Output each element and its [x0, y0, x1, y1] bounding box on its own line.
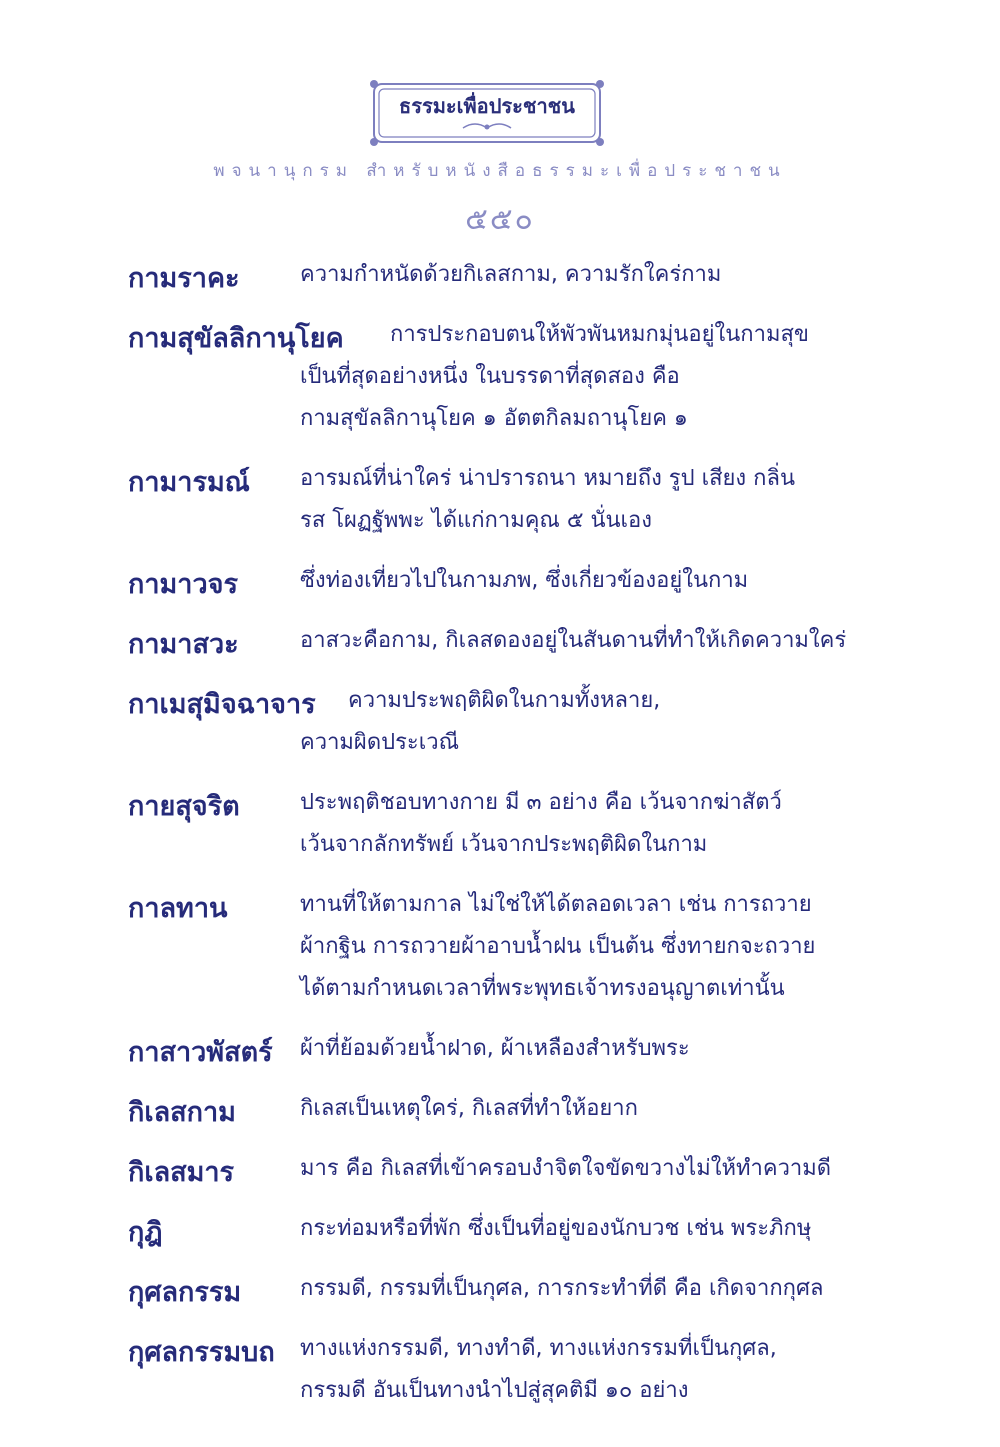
dictionary-entry [128, 560, 888, 602]
entry-definition-line: อารมณ์ที่น่าใคร่ น่าปรารถนา หมายถึง รูป เสียง กลิ่น [300, 466, 795, 491]
entry-term: กุฎิ [128, 1217, 163, 1248]
entry-definition-line: ประพฤติชอบทางกาย มี ๓ อย่าง คือ เว้นจากฆ่าสัตว์ [300, 790, 782, 815]
entry-definition-line: ทางแห่งกรรมดี, ทางทำดี, ทางแห่งกรรมที่เป็นกุศล, [300, 1336, 777, 1361]
dictionary-entries [128, 254, 888, 1430]
entry-definition-line: ผ้ากฐิน การถวายผ้าอาบน้ำฝน เป็นต้น ซึ่งทายกจะถวาย [300, 934, 816, 959]
dictionary-entry [128, 1088, 888, 1130]
dictionary-entry [128, 1208, 888, 1250]
entry-definition-line: อาสวะคือกาม, กิเลสดองอยู่ในสันดานที่ทำให้เกิดความใคร่ [300, 628, 847, 653]
entry-definition-line: กระท่อมหรือที่พัก ซึ่งเป็นที่อยู่ของนักบวช เช่น พระภิกษุ [300, 1216, 812, 1241]
logo [368, 78, 606, 148]
entry-term: กาสาวพัสตร์ [128, 1037, 273, 1068]
entry-definition-line: ได้ตามกำหนดเวลาที่พระพุทธเจ้าทรงอนุญาตเท่านั้น [300, 976, 785, 1001]
dictionary-entry [128, 884, 888, 1010]
entry-term: กายสุจริต [128, 791, 240, 822]
entry-term: กามราคะ [128, 263, 240, 294]
entry-definition-line: กรรมดี อันเป็นทางนำไปสู่สุคติมี ๑๐ อย่าง [300, 1378, 689, 1403]
entry-term: กามาวจร [128, 569, 238, 600]
entry-term: กาเมสุมิจฉาจาร [128, 689, 316, 720]
entry-term: กุศลกรรม [128, 1277, 242, 1308]
dictionary-entry [128, 1268, 888, 1310]
dictionary-entry [128, 1328, 888, 1412]
entry-definition-line: ทานที่ให้ตามกาล ไม่ใช่ให้ได้ตลอดเวลา เช่น การถวาย [300, 892, 812, 917]
entry-definition-line: ซึ่งท่องเที่ยวไปในกามภพ, ซึ่งเกี่ยวข้องอยู่ในกาม [300, 568, 749, 593]
dictionary-entry [128, 254, 888, 296]
entry-definition-line: กามสุขัลลิกานุโยค ๑ อัตตกิลมถานุโยค ๑ [300, 406, 688, 431]
entry-term: กามาสวะ [128, 629, 239, 660]
dictionary-entry [128, 680, 888, 764]
entry-definition-line: เป็นที่สุดอย่างหนึ่ง ในบรรดาที่สุดสอง คือ [300, 364, 680, 389]
dictionary-entry [128, 314, 888, 440]
entry-definition-line: ผ้าที่ย้อมด้วยน้ำฝาด, ผ้าเหลืองสำหรับพระ [300, 1036, 690, 1061]
entry-term: กิเลสกาม [128, 1097, 236, 1128]
entry-definition-line: รส โผฏฐัพพะ ได้แก่กามคุณ ๕ นั่นเอง [300, 508, 653, 533]
entry-definition-line: ความประพฤติผิดในกามทั้งหลาย, [348, 688, 661, 713]
entry-term: กามสุขัลลิกานุโยค [128, 323, 344, 354]
entry-term: กุศลกรรมบถ [128, 1337, 275, 1368]
entry-definition-line: กิเลสเป็นเหตุใคร่, กิเลสที่ทำให้อยาก [300, 1096, 638, 1121]
page-number: ๕๕๐ [465, 202, 535, 237]
dictionary-entry [128, 458, 888, 542]
entry-definition-line: กรรมดี, กรรมที่เป็นกุศล, การกระทำที่ดี คือ เกิดจากกุศล [300, 1276, 824, 1301]
entry-term: กิเลสมาร [128, 1157, 235, 1188]
dictionary-entry [128, 1028, 888, 1070]
entry-term: กาลทาน [128, 893, 228, 924]
dictionary-entry [128, 1148, 888, 1190]
dictionary-entry [128, 782, 888, 866]
entry-definition-line: การประกอบตนให้พัวพันหมกมุ่นอยู่ในกามสุข [390, 322, 809, 347]
dictionary-subtitle: พจนานุกรม สำหรับหนังสือธรรมะเพื่อประชาชน [213, 161, 787, 181]
entry-definition-line: ความผิดประเวณี [300, 730, 459, 755]
svg-text:ธรรมะเพื่อประชาชน: ธรรมะเพื่อประชาชน [399, 94, 575, 118]
entry-definition-line: มาร คือ กิเลสที่เข้าครอบงำจิตใจขัดขวางไม่ให้ทำความดี [300, 1156, 832, 1181]
entry-definition-line: ความกำหนัดด้วยกิเลสกาม, ความรักใคร่กาม [300, 262, 722, 287]
entry-term: กามารมณ์ [128, 467, 250, 498]
dictionary-entry [128, 620, 888, 662]
entry-definition-line: เว้นจากลักทรัพย์ เว้นจากประพฤติผิดในกาม [300, 832, 708, 857]
